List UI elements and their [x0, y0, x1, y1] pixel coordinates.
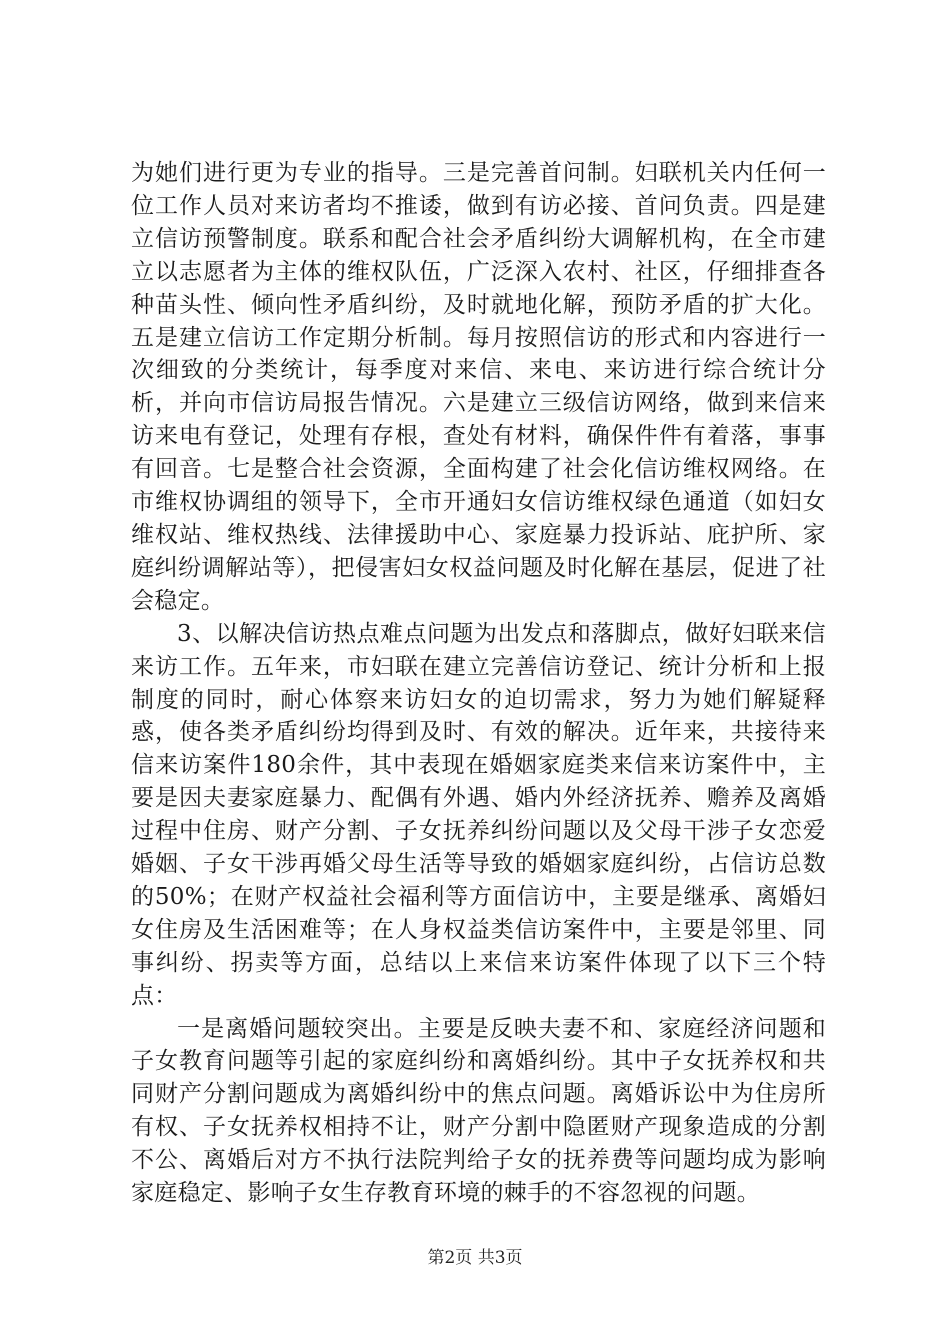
paragraph-1: 为她们进行更为专业的指导。三是完善首问制。妇联机关内任何一位工作人员对来访者均不推诿，做到有访必接、首问负责。四是建立信访预警制度。联系和配合社会矛盾纠纷大调解机构，在全市建立以志愿者为主体的维权队伍，广泛深入农村、社区，仔细排查各种苗头性、倾向性矛盾纠纷，及时就地化解，预防矛盾的扩大化。五是建立信访工作定期分析制。每月按照信访的形式和内容进行一次细致的分类统计，每季度对来信、来电、来访进行综合统计分析，并向市信访局报告情况。六是建立三级信访网络，做到来信来访来电有登记，处理有存根，查处有材料，确保件件有着落，事事有回音。七是整合社会资源，全面构建了社会化信访维权网络。在市维权协调组的领导下，全市开通妇女信访维权绿色通道（如妇女维权站、维权热线、法律援助中心、家庭暴力投诉站、庇护所、家庭纠纷调解站等），把侵害妇女权益问题及时化解在基层，促进了社会稳定。 [131, 160, 826, 614]
paragraph-3: 一是离婚问题较突出。主要是反映夫妻不和、家庭经济问题和子女教育问题等引起的家庭纠纷和离婚纠纷。其中子女抚养权和共同财产分割问题成为离婚纠纷中的焦点问题。离婚诉讼中为住房所有权、子女抚养权相持不让，财产分割中隐匿财产现象造成的分割不公、离婚后对方不执行法院判给子女的抚养费等问题均成为影响家庭稳定、影响子女生存教育环境的棘手的不容忽视的问题。 [131, 1015, 826, 1207]
page-number-footer: 第2页 共3页 [427, 1248, 523, 1268]
paragraph-2: 3、以解决信访热点难点问题为出发点和落脚点，做好妇联来信来访工作。五年来，市妇联在建立完善信访登记、统计分析和上报制度的同时，耐心体察来访妇女的迫切需求，努力为她们解疑释惑，使各类矛盾纠纷均得到及时、有效的解决。近年来，共接待来信来访案件180余件，其中表现在婚姻家庭类来信来访案件中，主要是因夫妻家庭暴力、配偶有外遇、婚内外经济抚养、赡养及离婚过程中住房、财产分割、子女抚养纠纷问题以及父母干涉子女恋爱婚姻、子女干涉再婚父母生活等导致的婚姻家庭纠纷，占信访总数的50%；在财产权益社会福利等方面信访中，主要是继承、离婚妇女住房及生活困难等；在人身权益类信访案件中，主要是邻里、同事纠纷、拐卖等方面，总结以上来信来访案件体现了以下三个特点： [131, 620, 826, 1009]
document-body [131, 157, 826, 1210]
